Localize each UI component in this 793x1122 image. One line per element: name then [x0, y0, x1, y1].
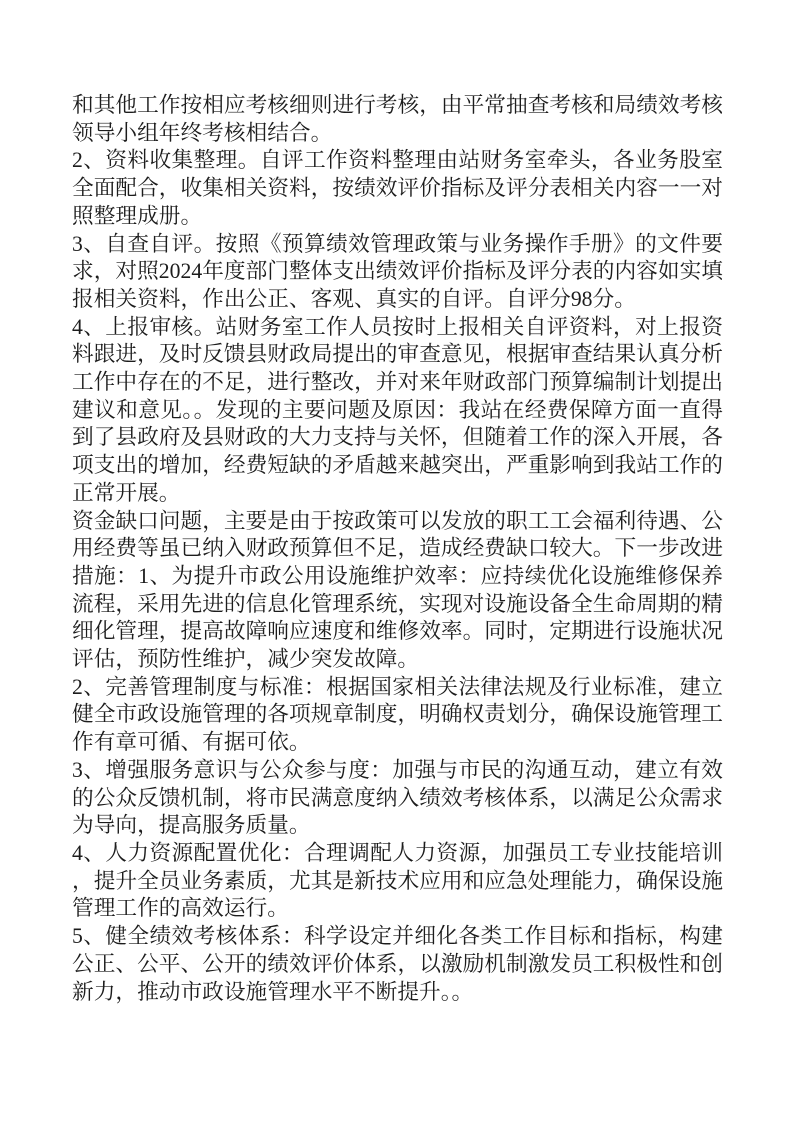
document-text-block	[72, 92, 723, 1006]
paragraph-hr-optimization: 4、人力资源配置优化：合理调配人力资源，加强员工专业技能培训，提升全员业务素质，尤其是新技术应用和应急处理能力，确保设施管理工作的高效运行。	[72, 840, 723, 921]
paragraph-data-collection: 2、资料收集整理。自评工作资料整理由站财务室牵头，各业务股室全面配合，收集相关资料，按绩效评价指标及评分表相关内容一一对照整理成册。	[72, 148, 723, 228]
paragraph-assessment-continuation: 和其他工作按相应考核细则进行考核，由平常抽查考核和局绩效考核领导小组年终考核相结合。	[72, 93, 723, 145]
paragraph-public-participation: 3、增强服务意识与公众参与度：加强与市民的沟通互动，建立有效的公众反馈机制，将市民满意度纳入绩效考核体系，以满足公众需求为导向，提高服务质量。	[72, 757, 723, 838]
paragraph-performance-system: 5、健全绩效考核体系：科学设定并细化各类工作目标和指标，构建公正、公平、公开的绩效评价体系，以激励机制激发员工积极性和创新力，推动市政设施管理水平不断提升。。	[72, 924, 723, 1004]
paragraph-improve-rules: 2、完善管理制度与标准：根据国家相关法律法规及行业标准，建立健全市政设施管理的各项规章制度，明确权责划分，确保设施管理工作有章可循、有据可依。	[72, 674, 723, 755]
paragraph-funding-gap: 资金缺口问题，主要是由于按政策可以发放的职工工会福利待遇、公用经费等虽已纳入财政预算但不足，造成经费缺口较大。下一步改进措施：1、为提升市政公用设施维护效率：应持续优化设施维修保养流程，采用先进的信息化管理系统，实现对设施设备全生命周期的精细化管理，提高故障响应速度和维修效率。同时，定期进行设施状况评估，预防性维护，减少突发故障。	[72, 508, 723, 672]
paragraph-self-evaluation: 3、自查自评。按照《预算绩效管理政策与业务操作手册》的文件要求，对照2024年度部门整体支出绩效评价指标及评分表的内容如实填报相关资料，作出公正、客观、真实的自评。自评分98分。	[72, 231, 723, 311]
paragraph-report-review: 4、上报审核。站财务室工作人员按时上报相关自评资料，对上报资料跟进，及时反馈县财政局提出的审查意见，根据审查结果认真分析工作中存在的不足，进行整改，并对来年财政部门预算编制计划提出建议和意见。。发现的主要问题及原因：我站在经费保障方面一直得到了县政府及县财政的大力支持与关怀，但随着工作的深入开展，各项支出的增加，经费短缺的矛盾越来越突出，严重影响到我站工作的正常开展。	[72, 314, 723, 505]
